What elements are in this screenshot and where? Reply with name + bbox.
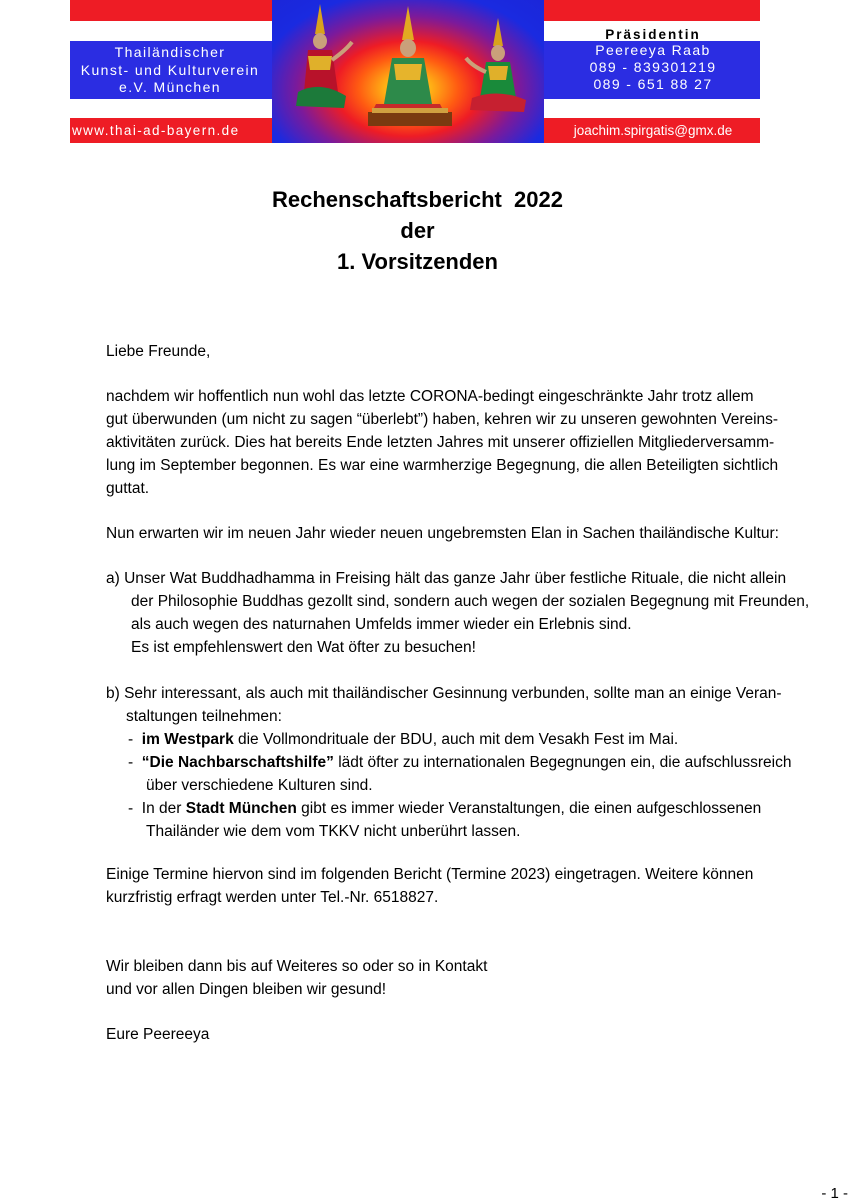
list-item: - In der Stadt München gibt es immer wieder Veranstaltungen, die einen aufgeschlossenen <box>128 800 762 817</box>
greeting: Liebe Freunde, <box>106 343 211 360</box>
list-item: - im Westpark die Vollmondrituale der BDU, auch mit dem Vesakh Fest im Mai. <box>128 731 679 748</box>
organization-name: Thailändischer Kunst- und Kulturverein e.V. München <box>80 44 260 95</box>
lead-paragraph: Nun erwarten wir im neuen Jahr wieder neuen ungebremsten Elan in Sachen thailändische Kultur: <box>106 525 779 542</box>
contact-block <box>546 27 760 93</box>
item-b: b) Sehr interessant, als auch mit thailändischer Gesinnung verbunden, sollte man an einige Veran- staltungen teilnehmen: - im Westpark die Vollmondrituale der BDU, auch mit dem Vesakh Fest im Mai. - “Die Nachbarschaftshilfe” lädt öfter zu internationalen Begegnungen ein, die aufschlussreich über verschiedene Kulturen sind. - In der Stadt München gibt es immer wieder Veranstaltungen, die einen aufgeschlossenen Thailänder wie dem vom TKKV nicht unberührt lassen. <box>106 685 792 840</box>
dancer-left <box>296 4 352 108</box>
termine-paragraph: Einige Termine hiervon sind im folgenden Bericht (Termine 2023) eingetragen. Weitere können kurzfristig erfragt werden unter Tel.-Nr. 6518827. <box>106 866 754 906</box>
dancer-center <box>372 6 444 112</box>
document-title: Rechenschaftsbericht 2022 der 1. Vorsitzenden <box>271 187 564 274</box>
contact-name: Peereeya Raab <box>595 42 711 58</box>
website-link[interactable]: www.thai-ad-bayern.de <box>72 123 240 138</box>
closing-paragraph: Wir bleiben dann bis auf Weiteres so oder so in Kontakt und vor allen Dingen bleiben wir gesund! <box>106 958 488 998</box>
instrument <box>368 112 452 126</box>
thai-dancers-photo <box>272 0 544 143</box>
list-item: - “Die Nachbarschaftshilfe” lädt öfter zu internationalen Begegnungen ein, die aufschlussreich <box>128 754 792 771</box>
phone-2: 089 - 651 88 27 <box>593 76 713 92</box>
dancers-illustration <box>272 0 544 143</box>
header-banner <box>70 0 760 143</box>
dancer-right <box>466 18 526 112</box>
item-a: a) Unser Wat Buddhadhamma in Freising hält das ganze Jahr über festliche Rituale, die nicht allein der Philosophie Buddhas gezollt sind, sondern auch wegen der sozialen Begegnung mit Freunden, als auch wegen des naturnahen Umfelds immer wieder ein Erlebnis sind. Es ist empfehlenswert den Wat öfter zu besuchen! <box>106 570 810 656</box>
contact-title: Präsidentin <box>605 27 701 42</box>
page-number: - 1 - <box>821 1185 848 1200</box>
email-link[interactable]: joachim.spirgatis@gmx.de <box>573 123 733 138</box>
intro-paragraph: nachdem wir hoffentlich nun wohl das letzte CORONA-bedingt eingeschränkte Jahr trotz allem gut überwunden (um nicht zu sagen “überlebt”) haben, kehren wir zu unseren gewohnten Vereins- aktivitäten zurück. Dies hat bereits Ende letzten Jahres mit unserer offiziellen Mitgliederversamm- lung im September begonnen. Es war eine warmherzige Begegnung, die allen Beteiligten sichtlich guttat. <box>106 388 779 497</box>
phone-1: 089 - 839301219 <box>589 59 717 75</box>
signature: Eure Peereeya <box>106 1026 210 1043</box>
